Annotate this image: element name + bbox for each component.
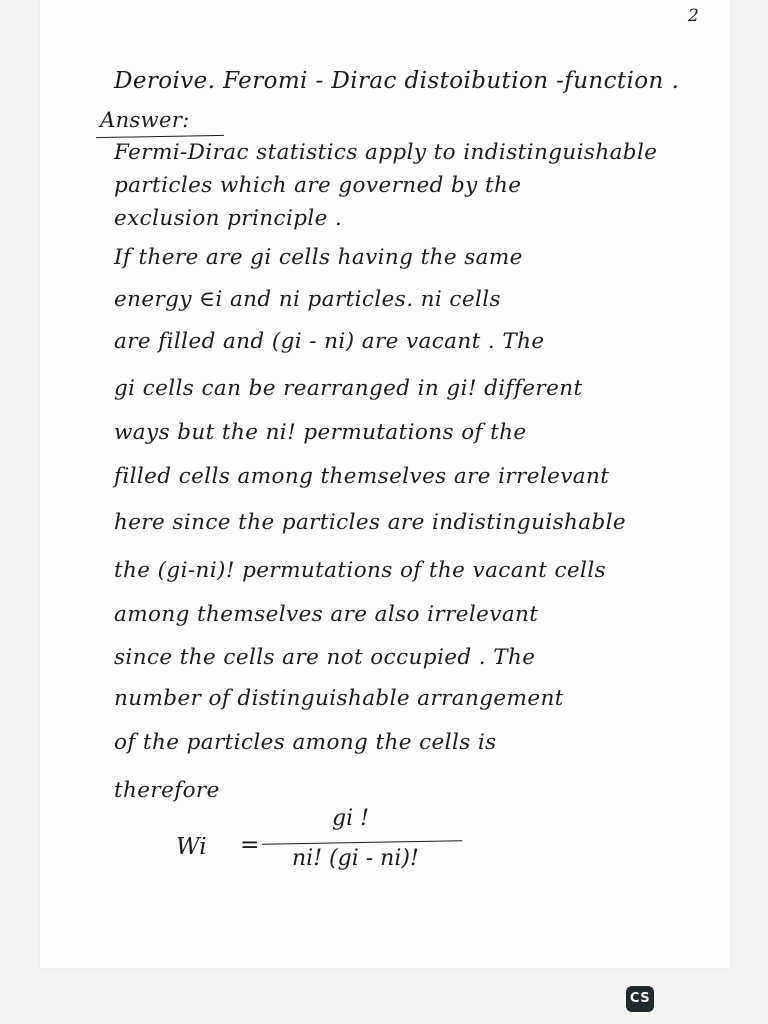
page-number: 2 xyxy=(688,6,700,26)
text-line-16: therefore xyxy=(114,778,220,803)
text-line-2: particles which are governed by the xyxy=(114,173,522,198)
formula-equals: = xyxy=(240,832,260,858)
text-line-1: Fermi-Dirac statistics apply to indistinguishable xyxy=(114,140,658,165)
formula-lhs: Wi xyxy=(176,834,207,860)
fraction-bar xyxy=(262,840,462,844)
text-line-5: energy ∈i and ni particles. ni cells xyxy=(114,287,501,312)
text-line-4: If there are gi cells having the same xyxy=(114,245,523,270)
text-line-6: are filled and (gi - ni) are vacant . The xyxy=(114,329,545,354)
text-line-3: exclusion principle . xyxy=(114,206,343,231)
text-line-14: number of distinguishable arrangement xyxy=(114,686,564,711)
text-line-15: of the particles among the cells is xyxy=(114,730,497,755)
text-line-11: the (gi-ni)! permutations of the vacant cells xyxy=(114,558,607,583)
notebook-page xyxy=(40,0,730,968)
text-line-13: since the cells are not occupied . The xyxy=(114,645,536,670)
formula-denominator: ni! (gi - ni)! xyxy=(292,846,419,871)
text-line-10: here since the particles are indistinguishable xyxy=(114,510,627,535)
text-line-7: gi cells can be rearranged in gi! different xyxy=(114,376,583,401)
text-line-8: ways but the ni! permutations of the xyxy=(114,420,527,445)
question-title: Deroive. Feromi - Dirac distoibution -function . xyxy=(114,68,680,94)
answer-label: Answer: xyxy=(100,108,190,132)
fermi-dirac-formula xyxy=(176,806,496,886)
formula-numerator: gi ! xyxy=(332,806,369,831)
text-line-9: filled cells among themselves are irrelevant xyxy=(114,464,610,489)
answer-underline xyxy=(96,135,224,138)
text-line-12: among themselves are also irrelevant xyxy=(114,602,539,627)
camscanner-badge: CS xyxy=(626,986,654,1012)
